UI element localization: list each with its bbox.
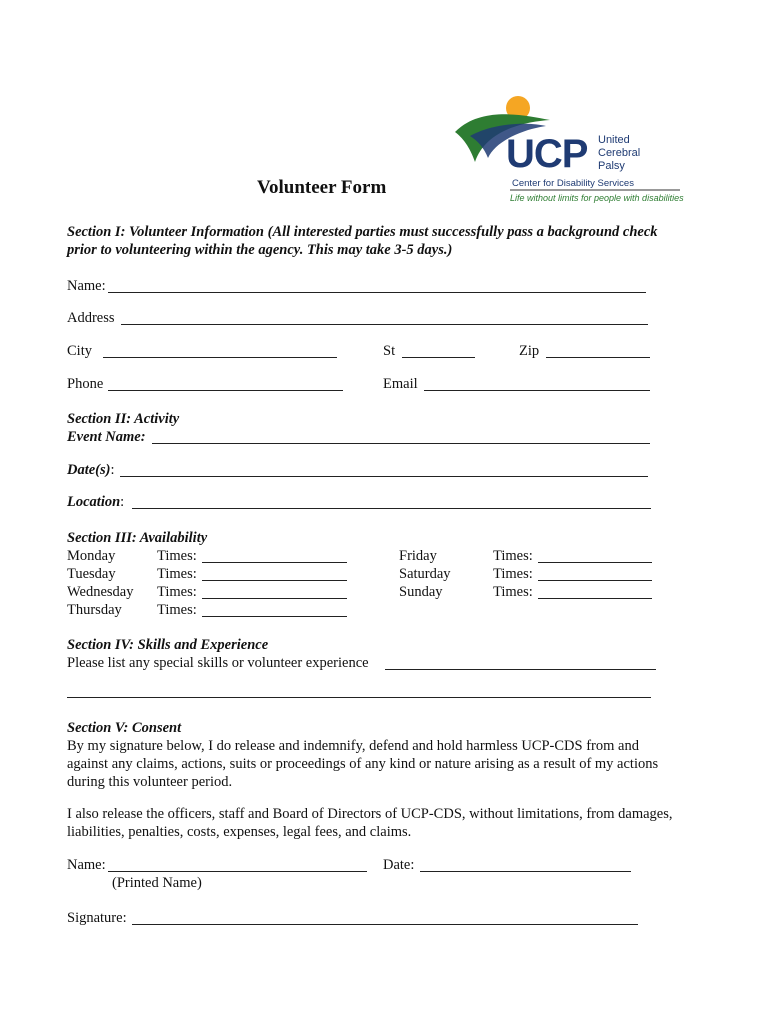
times-label: Times: xyxy=(157,602,197,618)
day-label-saturday: Saturday xyxy=(399,566,451,582)
logo-tagline: Life without limits for people with disabilities xyxy=(510,193,684,203)
skills-field-line2[interactable] xyxy=(67,697,651,698)
phone-label: Phone xyxy=(67,376,104,392)
signature-field[interactable] xyxy=(132,924,638,925)
printed-name-caption: (Printed Name) xyxy=(112,875,202,891)
location-label-row: Location: xyxy=(67,494,125,510)
consent-para1-line2: against any claims, actions, suits or proceedings of any kind or nature arising as a result of my actions xyxy=(67,756,659,772)
times-label: Times: xyxy=(157,566,197,582)
day-label-wednesday: Wednesday xyxy=(67,584,134,600)
event-name-label: Event Name: xyxy=(67,429,146,445)
monday-times-field[interactable] xyxy=(202,562,347,563)
section3-heading: Section III: Availability xyxy=(67,530,208,546)
consent-date-field[interactable] xyxy=(420,871,631,872)
location-label: Location xyxy=(67,494,121,510)
section4-heading: Section IV: Skills and Experience xyxy=(67,637,269,653)
logo-palsy: Palsy xyxy=(598,160,625,172)
times-label: Times: xyxy=(493,548,533,564)
logo-center-text: Center for Disability Services xyxy=(512,178,634,189)
sunday-times-field[interactable] xyxy=(538,598,652,599)
skills-prompt: Please list any special skills or volunteer experience xyxy=(67,655,369,671)
wednesday-times-field[interactable] xyxy=(202,598,347,599)
dates-field[interactable] xyxy=(120,476,648,477)
address-field[interactable] xyxy=(121,324,648,325)
tuesday-times-field[interactable] xyxy=(202,580,347,581)
signature-label: Signature: xyxy=(67,910,127,926)
times-label: Times: xyxy=(493,566,533,582)
day-label-thursday: Thursday xyxy=(67,602,122,618)
dates-label: Date(s) xyxy=(67,462,111,478)
section2-heading: Section II: Activity xyxy=(67,411,180,427)
dates-label-row: Date(s): xyxy=(67,462,115,478)
event-name-field[interactable] xyxy=(152,443,650,444)
skills-field-line1[interactable] xyxy=(385,669,656,670)
consent-para2-line1: I also release the officers, staff and Board of Directors of UCP-CDS, without limitations, from damages, xyxy=(67,806,673,822)
times-label: Times: xyxy=(493,584,533,600)
consent-name-label: Name: xyxy=(67,857,106,873)
logo-cerebral: Cerebral xyxy=(598,147,641,159)
times-label: Times: xyxy=(157,584,197,600)
section1-heading-line2: prior to volunteering within the agency. This may take 3-5 days.) xyxy=(67,242,453,258)
name-field[interactable] xyxy=(108,292,646,293)
day-label-sunday: Sunday xyxy=(399,584,443,600)
city-label: City xyxy=(67,343,92,359)
logo-ucp-text: UCP xyxy=(506,132,588,176)
logo-united: United xyxy=(598,134,630,146)
st-label: St xyxy=(383,343,396,359)
section5-heading: Section V: Consent xyxy=(67,720,182,736)
state-field[interactable] xyxy=(402,357,475,358)
city-field[interactable] xyxy=(103,357,337,358)
friday-times-field[interactable] xyxy=(538,562,652,563)
saturday-times-field[interactable] xyxy=(538,580,652,581)
day-label-monday: Monday xyxy=(67,548,116,564)
ucp-logo xyxy=(450,92,690,212)
address-label: Address xyxy=(67,310,115,326)
page-title: Volunteer Form xyxy=(257,177,387,198)
printed-name-field[interactable] xyxy=(108,871,367,872)
email-field[interactable] xyxy=(424,390,650,391)
email-label: Email xyxy=(383,376,418,392)
consent-para1-line1: By my signature below, I do release and indemnify, defend and hold harmless UCP-CDS from and xyxy=(67,738,639,754)
zip-field[interactable] xyxy=(546,357,650,358)
day-label-friday: Friday xyxy=(399,548,437,564)
consent-para2-line2: liabilities, penalties, costs, expenses, legal fees, and claims. xyxy=(67,824,412,840)
zip-label: Zip xyxy=(519,343,540,359)
day-label-tuesday: Tuesday xyxy=(67,566,116,582)
name-label: Name: xyxy=(67,278,106,294)
section1-heading-line1: Section I: Volunteer Information (All interested parties must successfully pass a background check xyxy=(67,224,658,240)
consent-date-label: Date: xyxy=(383,857,415,873)
thursday-times-field[interactable] xyxy=(202,616,347,617)
consent-para1-line3: during this volunteer period. xyxy=(67,774,233,790)
location-field[interactable] xyxy=(132,508,651,509)
phone-field[interactable] xyxy=(108,390,343,391)
times-label: Times: xyxy=(157,548,197,564)
